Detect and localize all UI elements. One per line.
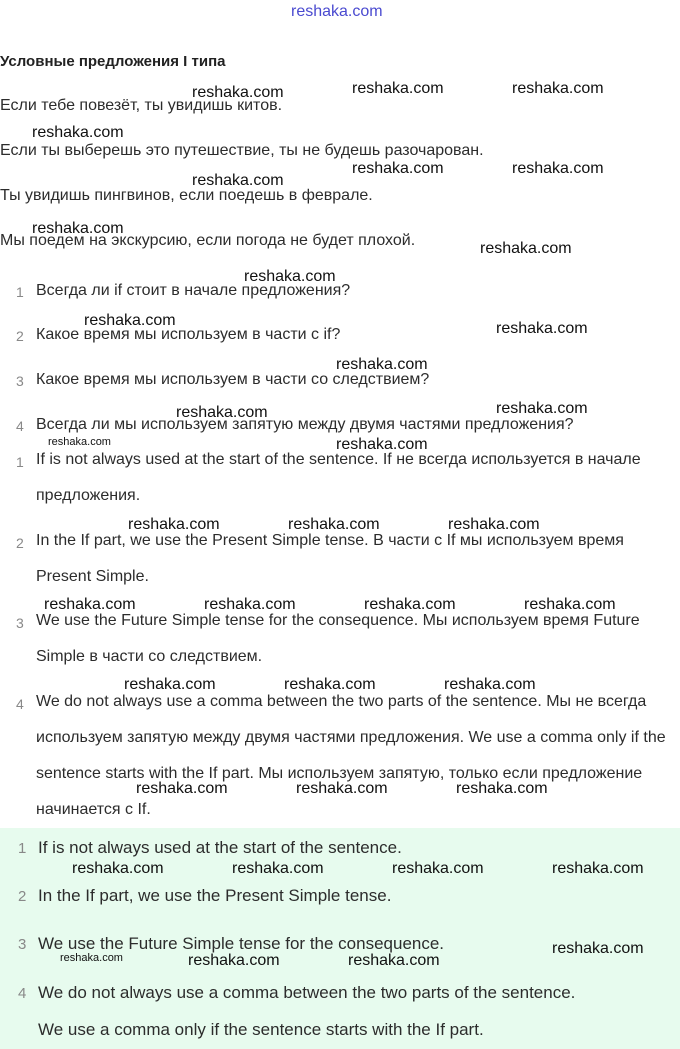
- watermark: reshaka.com: [448, 516, 540, 533]
- watermark: reshaka.com: [72, 860, 164, 877]
- example-sentence: Если ты выберешь это путешествие, ты не будешь разочарован.: [0, 142, 484, 159]
- site-header-link[interactable]: reshaka.com: [291, 3, 383, 20]
- answer-text: If is not always used at the start of the sentence. If не всегда используется в начале предложения.: [36, 451, 641, 504]
- question-number: 2: [16, 328, 24, 344]
- summary-number: 4: [18, 985, 27, 1002]
- watermark: reshaka.com: [44, 596, 136, 613]
- watermark: reshaka.com: [192, 84, 284, 101]
- answer-text: In the If part, we use the Present Simple tense. В части с If мы используем время Present Simple.: [36, 532, 624, 585]
- watermark: reshaka.com: [244, 268, 336, 285]
- watermark: reshaka.com: [336, 356, 428, 373]
- watermark: reshaka.com: [524, 596, 616, 613]
- summary-text: We do not always use a comma between the two parts of the sentence.: [38, 983, 576, 1002]
- summary-number: 3: [18, 936, 27, 953]
- question-number: 3: [16, 373, 24, 389]
- example-sentence: Ты увидишь пингвинов, если поедешь в феврале.: [0, 187, 373, 204]
- watermark: reshaka.com: [552, 860, 644, 877]
- watermark: reshaka.com: [124, 676, 216, 693]
- summary-text: We use the Future Simple tense for the consequence.: [38, 934, 445, 953]
- watermark: reshaka.com: [192, 172, 284, 189]
- watermark: reshaka.com: [496, 320, 588, 337]
- watermark: reshaka.com: [512, 160, 604, 177]
- watermark: reshaka.com: [352, 160, 444, 177]
- watermark: reshaka.com: [48, 436, 111, 448]
- question-text: Всегда ли if стоит в начале предложения?: [36, 282, 351, 299]
- watermark: reshaka.com: [552, 940, 644, 957]
- watermark: reshaka.com: [480, 240, 572, 257]
- watermark: reshaka.com: [232, 860, 324, 877]
- watermark: reshaka.com: [32, 124, 124, 141]
- watermark: reshaka.com: [32, 220, 124, 237]
- question-number: 1: [16, 284, 24, 300]
- watermark: reshaka.com: [296, 780, 388, 797]
- page-title: Условные предложения I типа: [0, 53, 226, 70]
- watermark: reshaka.com: [204, 596, 296, 613]
- watermark: reshaka.com: [512, 80, 604, 97]
- watermark: reshaka.com: [128, 516, 220, 533]
- watermark: reshaka.com: [496, 400, 588, 417]
- watermark: reshaka.com: [364, 596, 456, 613]
- summary-number: 1: [18, 840, 27, 857]
- watermark: reshaka.com: [60, 952, 123, 964]
- answer-number: 2: [16, 535, 24, 551]
- watermark: reshaka.com: [348, 952, 440, 969]
- question-number: 4: [16, 418, 24, 434]
- example-sentence: Мы поедем на экскурсию, если погода не будет плохой.: [0, 232, 416, 249]
- watermark: reshaka.com: [284, 676, 376, 693]
- watermark: reshaka.com: [84, 312, 176, 329]
- summary-text: In the If part, we use the Present Simple tense.: [38, 886, 392, 905]
- watermark: reshaka.com: [456, 780, 548, 797]
- example-sentence: Если тебе повезёт, ты увидишь китов.: [0, 97, 283, 114]
- question-text: Какое время мы используем в части с if?: [36, 326, 341, 343]
- answer-text: We use the Future Simple tense for the consequence. Мы используем время Future Simple в части со следствием.: [36, 612, 640, 665]
- watermark: reshaka.com: [136, 780, 228, 797]
- watermark: reshaka.com: [352, 80, 444, 97]
- question-text: Всегда ли мы используем запятую между двумя частями предложения?: [36, 416, 574, 433]
- watermark: reshaka.com: [336, 436, 428, 453]
- answer-text: We do not always use a comma between the two parts of the sentence. Мы не всегда используем запятую между двумя частями предложения. We use a comma only if the sentence starts with the If part. Мы используем запятую, только если предложение начинается с If.: [36, 693, 666, 818]
- watermark: reshaka.com: [392, 860, 484, 877]
- answer-number: 3: [16, 615, 24, 631]
- summary-number: 2: [18, 888, 27, 905]
- answer-number: 4: [16, 696, 24, 712]
- answer-number: 1: [16, 454, 24, 470]
- watermark: reshaka.com: [188, 952, 280, 969]
- watermark: reshaka.com: [176, 404, 268, 421]
- watermark: reshaka.com: [444, 676, 536, 693]
- watermark: reshaka.com: [288, 516, 380, 533]
- question-text: Какое время мы используем в части со следствием?: [36, 371, 430, 388]
- summary-text: If is not always used at the start of the sentence.: [38, 838, 402, 857]
- summary-text: We use a comma only if the sentence starts with the If part.: [38, 1020, 484, 1039]
